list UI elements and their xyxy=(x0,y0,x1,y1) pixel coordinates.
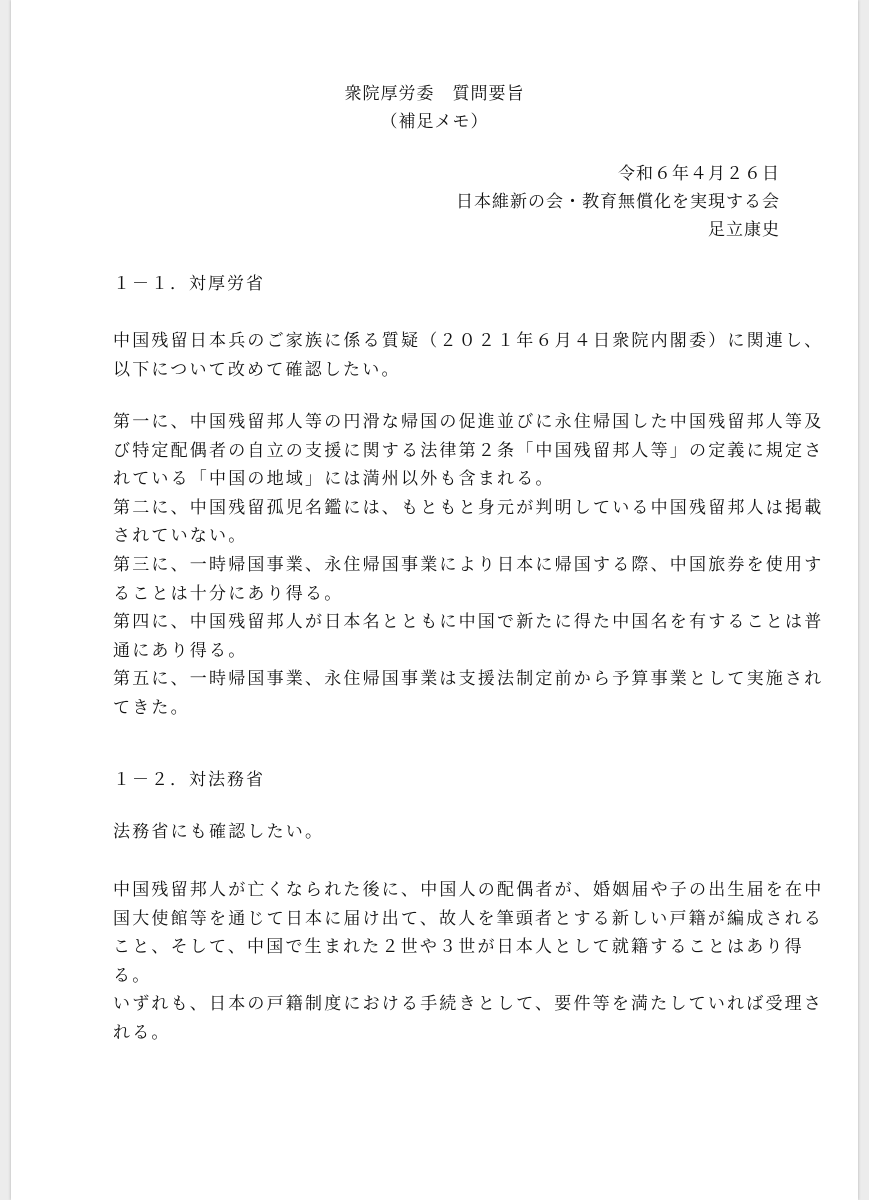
section2-body xyxy=(113,876,824,1048)
text-line: 第一に、中国残留邦人等の円滑な帰国の促進並びに永住帰国した中国残留邦人等及 xyxy=(113,412,824,432)
text-line: る。 xyxy=(113,965,152,986)
text-line: てきた。 xyxy=(113,697,190,718)
text-line: 中国残留邦人が亡くなられた後に、中国人の配偶者が、婚姻届や子の出生届を在中 xyxy=(113,880,824,900)
section1-points xyxy=(113,408,824,723)
document-date: 令和６年４月２６日 xyxy=(618,164,780,184)
text-line: 国大使館等を通じて日本に届け出て、故人を筆頭者とする新しい戸籍が編成される xyxy=(113,908,824,929)
document-page xyxy=(11,0,858,1200)
text-line: 第三に、一時帰国事業、永住帰国事業により日本に帰国する際、中国旅券を使用す xyxy=(113,554,824,575)
section1-intro xyxy=(113,327,824,384)
party-name: 日本維新の会・教育無償化を実現する会 xyxy=(456,192,780,212)
text-line: 第四に、中国残留邦人が日本名とともに中国で新たに得た中国名を有することは普 xyxy=(113,612,824,633)
text-line: れる。 xyxy=(113,1022,171,1043)
meta-block xyxy=(456,160,780,244)
text-line: 第二に、中国残留孤児名鑑には、もともと身元が判明している中国残留邦人は掲載 xyxy=(113,497,824,518)
text-line: び特定配偶者の自立の支援に関する法律第２条「中国残留邦人等」の定義に規定さ xyxy=(113,440,824,461)
document-title: 衆院厚労委 質問要旨 xyxy=(344,84,525,104)
text-line: ることは十分にあり得る。 xyxy=(113,583,344,604)
text-line: 法務省にも確認したい。 xyxy=(113,822,325,842)
text-line: 通にあり得る。 xyxy=(113,640,248,661)
document-subtitle: （補足メモ） xyxy=(380,112,489,132)
text-line: されていない。 xyxy=(113,526,248,547)
title-block xyxy=(11,80,858,136)
author-name: 足立康史 xyxy=(708,220,780,240)
section1-heading: １－１．対厚労省 xyxy=(113,274,265,294)
text-line: れている「中国の地域」には満州以外も含まれる。 xyxy=(113,469,555,490)
text-line: 第五に、一時帰国事業、永住帰国事業は支援法制定前から予算事業として実施され xyxy=(113,669,824,690)
text-line: 中国残留日本兵のご家族に係る質疑（２０２１年６月４日衆院内閣委）に関連し、 xyxy=(113,331,824,351)
section2-intro xyxy=(113,818,773,847)
text-line: 以下について改めて確認したい。 xyxy=(113,359,401,380)
text-line: こと、そして、中国で生まれた２世や３世が日本人として就籍することはあり得 xyxy=(113,937,804,958)
text-line: いずれも、日本の戸籍制度における手続きとして、要件等を満たしていれば受理さ xyxy=(113,994,824,1015)
section2-heading: １－２．対法務省 xyxy=(113,770,265,790)
